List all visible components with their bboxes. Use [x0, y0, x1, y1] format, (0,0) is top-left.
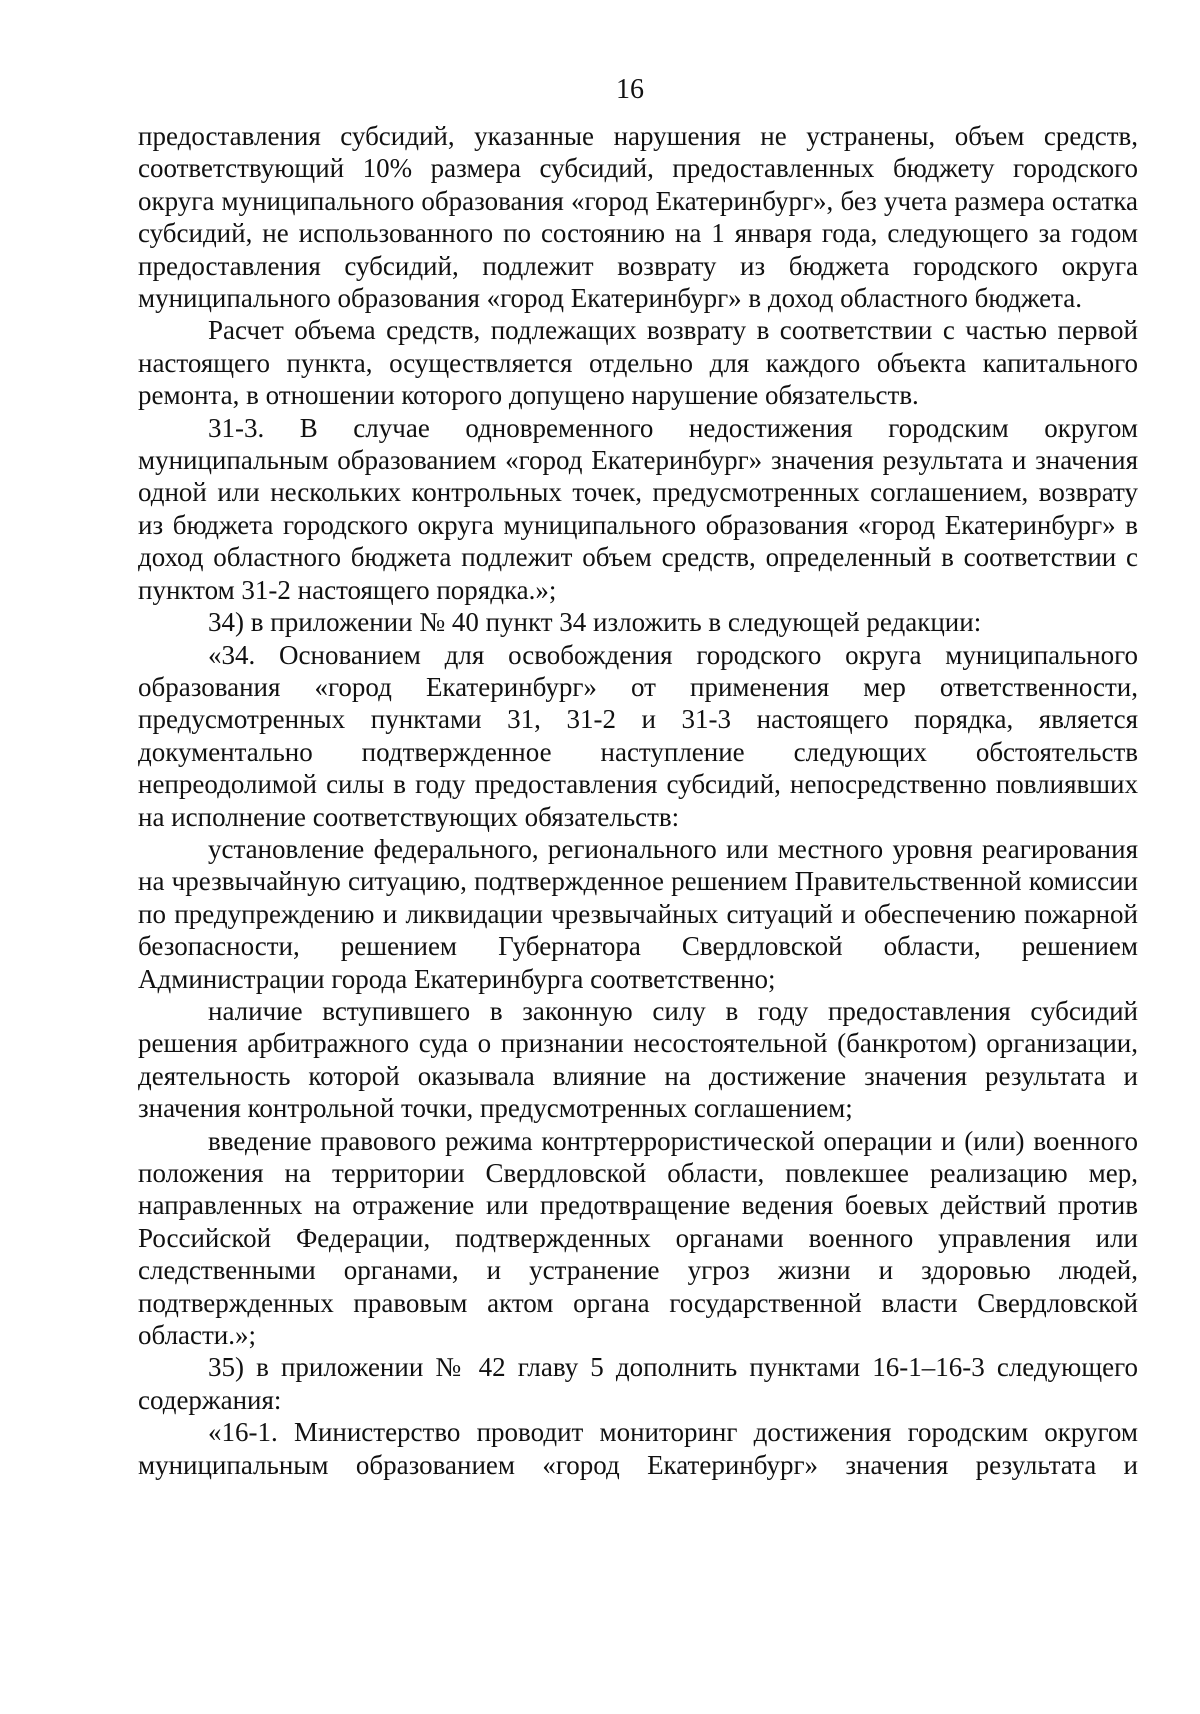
paragraph-counter-terrorism: введение правового режима контртеррористической операции и (или) военного положения на территории Свердловской области, повлекшее реализацию мер, направленных на отражение или предотвращение ведения боевых действий против Российской Федерации, подтвержденных органами военного управления или следственными органами, и устранение угроз жизни и здоровью людей, подтвержденных правовым актом органа государственной власти Свердловской области.»;: [138, 1125, 1138, 1351]
page-number: 16: [616, 74, 644, 105]
paragraph-item-34: 34) в приложении № 40 пункт 34 изложить в следующей редакции:: [208, 607, 982, 638]
document-body: [138, 120, 1138, 1481]
paragraph-emergency-response: установление федерального, регионального или местного уровня реагирования на чрезвычайную ситуацию, подтвержденное решением Правительственной комиссии по предупреждению и ликвидации чрезвычайных ситуаций и обеспечению пожарной безопасности, решением Губернатора Свердловской области, решением Администрации города Екатеринбурга соответственно;: [138, 833, 1138, 994]
paragraph-clause-34: «34. Основанием для освобождения городского округа муниципального образования «город Екатеринбург» от применения мер ответственности, предусмотренных пунктами 31, 31-2 и 31-3 настоящего порядка, является документально подтвержденное наступление следующих обстоятельств непреодолимой силы в году предоставления субсидий, непосредственно повлиявших на исполнение соответствующих обязательств:: [138, 639, 1138, 832]
paragraph-continuation: предоставления субсидий, указанные нарушения не устранены, объем средств, соответствующий 10% размера субсидий, предоставленных бюджету городского округа муниципального образования «город Екатеринбург», без учета размера остатка субсидий, не использованного по состоянию на 1 января года, следующего за годом предоставления субсидий, подлежит возврату из бюджета городского округа муниципального образования «город Екатеринбург» в доход областного бюджета.: [138, 121, 1138, 314]
paragraph-refund-calculation: Расчет объема средств, подлежащих возврату в соответствии с частью первой настоящего пункта, осуществляется отдельно для каждого объекта капитального ремонта, в отношении которого допущено нарушение обязательств.: [138, 315, 1138, 411]
paragraph-clause-16-1: «16-1. Министерство проводит мониторинг достижения городским округом муниципальным образованием «город Екатеринбург» значения результата и: [138, 1417, 1138, 1480]
paragraph-bankruptcy-decision: наличие вступившего в законную силу в году предоставления субсидий решения арбитражного суда о признании несостоятельной (банкротом) организации, деятельность которой оказывала влияние на достижение значения результата и значения контрольной точки, предусмотренных соглашением;: [138, 995, 1138, 1124]
paragraph-item-35: 35) в приложении № 42 главу 5 дополнить пунктами 16-1–16-3 следующего содержания:: [138, 1352, 1138, 1415]
paragraph-clause-31-3: 31-3. В случае одновременного недостижения городским округом муниципальным образованием «город Екатеринбург» значения результата и значения одной или нескольких контрольных точек, предусмотренных соглашением, возврату из бюджета городского округа муниципального образования «город Екатеринбург» в доход областного бюджета подлежит объем средств, определенный в соответствии с пунктом 31-2 настоящего порядка.»;: [138, 412, 1138, 605]
